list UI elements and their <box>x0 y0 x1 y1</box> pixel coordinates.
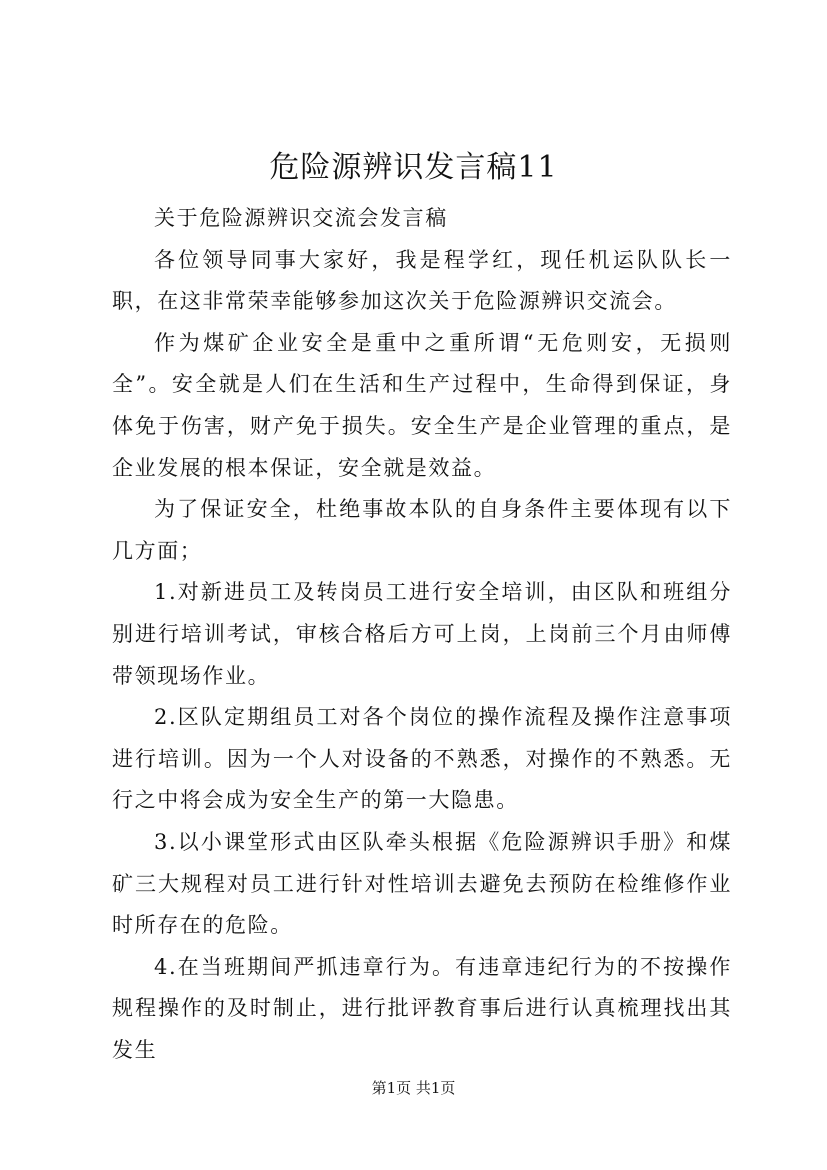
page-footer: 第1页 共1页 <box>371 1079 456 1097</box>
paragraph-measure-2: 2.区队定期组员工对各个岗位的操作流程及操作注意事项进行培训。因为一个人对设备的不熟悉，对操作的不熟悉。无行之中将会成为安全生产的第一大隐患。 <box>112 705 732 813</box>
paragraph-measure-3: 3.以小课堂形式由区队牵头根据《危险源辨识手册》和煤矿三大规程对员工进行针对性培训去避免去预防在检维修作业时所存在的危险。 <box>112 829 732 938</box>
paragraph-intro-measures: 为了保证安全，杜绝事故本队的自身条件主要体现有以下几方面； <box>112 497 732 563</box>
paragraph-greeting: 各位领导同事大家好，我是程学红，现任机运队队长一职，在这非常荣幸能够参加这次关于危险源辨识交流会。 <box>112 247 732 314</box>
paragraph-measure-4: 4.在当班期间严抓违章行为。有违章违纪行为的不按操作规程操作的及时制止，进行批评教育事后进行认真梳理找出其发生 <box>112 954 732 1062</box>
document-title: 危险源辨识发言稿11 <box>269 150 558 185</box>
paragraph-safety-importance: 作为煤矿企业安全是重中之重所谓“无危则安，无损则全”。安全就是人们在生活和生产过程中，生命得到保证，身体免于伤害，财产免于损失。安全生产是企业管理的重点，是企业发展的根本保证，安全就是效益。 <box>112 330 732 480</box>
paragraph-subtitle: 关于危险源辨识交流会发言稿 <box>154 206 448 230</box>
document-body <box>112 198 732 1071</box>
paragraph-measure-1: 1.对新进员工及转岗员工进行安全培训，由区队和班组分别进行培训考试，审核合格后方可上岗，上岗前三个月由师傅带领现场作业。 <box>112 580 732 688</box>
